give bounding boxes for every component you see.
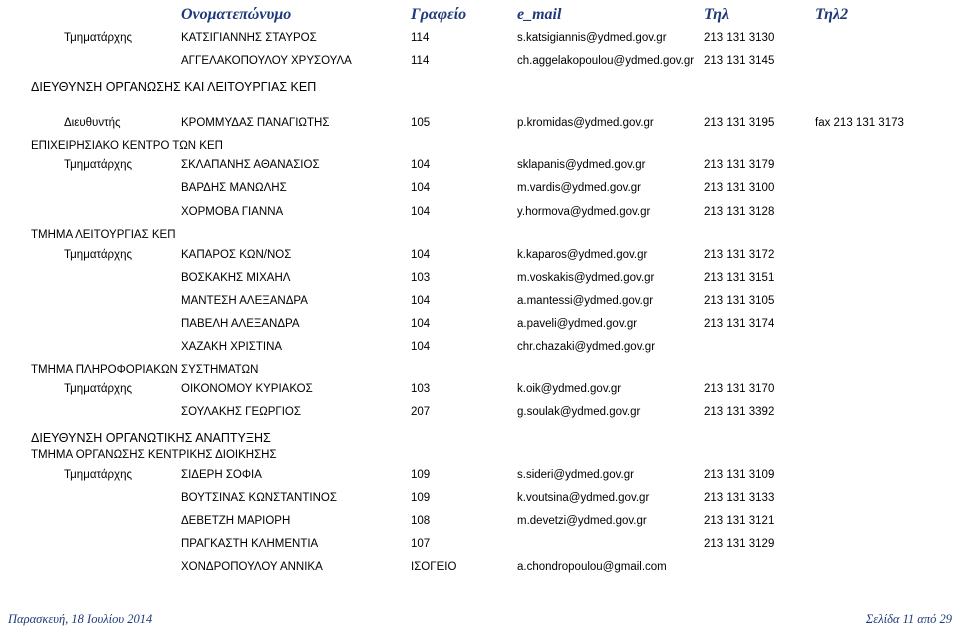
email-cell[interactable]: m.voskakis@ydmed.gov.gr	[517, 272, 655, 284]
office-cell: 104	[411, 249, 431, 261]
tel-cell: 213 131 3129	[704, 538, 775, 550]
tel-cell: 213 131 3130	[704, 32, 775, 44]
section-heading: ΤΜΗΜΑ ΟΡΓΑΝΩΣΗΣ ΚΕΝΤΡΙΚΗΣ ΔΙΟΙΚΗΣΗΣ	[31, 449, 277, 461]
table-row	[0, 117, 960, 137]
name-cell: ΧΟΝΔΡΟΠΟΥΛΟΥ ΑΝΝΙΚΑ	[181, 561, 323, 573]
office-cell: 105	[411, 117, 431, 129]
name-cell: ΠΑΒΕΛΗ ΑΛΕΞΑΝΔΡΑ	[181, 318, 300, 330]
name-cell: ΚΡΟΜΜΥΔΑΣ ΠΑΝΑΓΙΩΤΗΣ	[181, 117, 330, 129]
email-cell[interactable]: m.devetzi@ydmed.gov.gr	[517, 515, 647, 527]
table-row	[0, 182, 960, 202]
office-cell: 104	[411, 341, 431, 353]
office-cell: 103	[411, 272, 431, 284]
email-cell[interactable]: g.soulak@ydmed.gov.gr	[517, 406, 641, 418]
name-cell: ΧΟΡΜΟΒΑ ΓΙΑΝΝΑ	[181, 206, 284, 218]
column-header-office: Γραφείο	[411, 6, 467, 23]
office-cell: 107	[411, 538, 431, 550]
email-cell[interactable]: ch.aggelakopoulou@ydmed.gov.gr	[517, 55, 695, 67]
name-cell: ΚΑΠΑΡΟΣ ΚΩΝ/ΝΟΣ	[181, 249, 292, 261]
tel-cell: 213 131 3151	[704, 272, 775, 284]
email-cell[interactable]: sklapanis@ydmed.gov.gr	[517, 159, 646, 171]
name-cell: ΒΑΡΔΗΣ ΜΑΝΩΛΗΣ	[181, 182, 287, 194]
office-cell: 207	[411, 406, 431, 418]
footer-page-number: Σελίδα 11 από 29	[865, 612, 952, 626]
name-cell: ΒΟΥΤΣΙΝΑΣ ΚΩΝΣΤΑΝΤΙΝΟΣ	[181, 492, 337, 504]
role-cell: Διευθυντής	[64, 117, 121, 129]
role-cell: Τμηματάρχης	[64, 469, 133, 481]
office-cell: 108	[411, 515, 431, 527]
name-cell: ΚΑΤΣΙΓΙΑΝΝΗΣ ΣΤΑΥΡΟΣ	[181, 32, 317, 44]
table-row	[0, 492, 960, 512]
office-cell: 114	[411, 32, 430, 44]
email-cell[interactable]: m.vardis@ydmed.gov.gr	[517, 182, 641, 194]
tel-cell: 213 131 3172	[704, 249, 775, 261]
email-cell[interactable]: a.mantessi@ydmed.gov.gr	[517, 295, 654, 307]
email-cell[interactable]: s.katsigiannis@ydmed.gov.gr	[517, 32, 667, 44]
tel2-cell: fax 213 131 3173	[815, 117, 904, 129]
role-cell: Τμηματάρχης	[64, 159, 133, 171]
footer-date: Παρασκευή, 18 Ιουλίου 2014	[8, 612, 153, 626]
tel-cell: 213 131 3133	[704, 492, 775, 504]
email-cell[interactable]: k.kaparos@ydmed.gov.gr	[517, 249, 648, 261]
table-row	[0, 538, 960, 558]
section-heading: ΤΜΗΜΑ ΠΛΗΡΟΦΟΡΙΑΚΩΝ ΣΥΣΤΗΜΑΤΩΝ	[31, 364, 259, 376]
name-cell: ΔΕΒΕΤΖΗ ΜΑΡΙΟΡΗ	[181, 515, 291, 527]
tel-cell: 213 131 3109	[704, 469, 775, 481]
table-row	[0, 469, 960, 489]
name-cell: ΟΙΚΟΝΟΜΟΥ ΚΥΡΙΑΚΟΣ	[181, 383, 313, 395]
office-cell: 103	[411, 383, 431, 395]
table-row	[0, 55, 960, 75]
table-row	[0, 561, 960, 581]
tel-cell: 213 131 3105	[704, 295, 775, 307]
office-cell: ΙΣΟΓΕΙΟ	[411, 561, 457, 573]
section-heading: ΕΠΙΧΕΙΡΗΣΙΑΚΟ ΚΕΝΤΡΟ ΤΩΝ ΚΕΠ	[31, 140, 223, 152]
email-cell[interactable]: y.hormova@ydmed.gov.gr	[517, 206, 651, 218]
name-cell: ΧΑΖΑΚΗ ΧΡΙΣΤΙΝΑ	[181, 341, 283, 353]
email-cell[interactable]: p.kromidas@ydmed.gov.gr	[517, 117, 654, 129]
table-row	[0, 272, 960, 292]
table-row	[0, 249, 960, 269]
name-cell: ΜΑΝΤΕΣΗ ΑΛΕΞΑΝΔΡΑ	[181, 295, 308, 307]
office-cell: 114	[411, 55, 430, 67]
table-row	[0, 295, 960, 315]
email-cell[interactable]: a.paveli@ydmed.gov.gr	[517, 318, 638, 330]
table-row	[0, 32, 960, 52]
role-cell: Τμηματάρχης	[64, 383, 133, 395]
tel-cell: 213 131 3392	[704, 406, 775, 418]
tel-cell: 213 131 3128	[704, 206, 775, 218]
section-heading: ΔΙΕΥΘΥΝΣΗ ΟΡΓΑΝΩΣΗΣ ΚΑΙ ΛΕΙΤΟΥΡΓΙΑΣ ΚΕΠ	[31, 80, 317, 94]
column-header-name: Ονοματεπώνυμο	[181, 6, 292, 23]
name-cell: ΣΚΛΑΠΑΝΗΣ ΑΘΑΝΑΣΙΟΣ	[181, 159, 320, 171]
tel-cell: 213 131 3100	[704, 182, 775, 194]
role-cell: Τμηματάρχης	[64, 249, 133, 261]
section-heading: ΤΜΗΜΑ ΛΕΙΤΟΥΡΓΙΑΣ ΚΕΠ	[31, 229, 176, 241]
role-cell: Τμηματάρχης	[64, 32, 133, 44]
table-row	[0, 515, 960, 535]
email-cell[interactable]: k.oik@ydmed.gov.gr	[517, 383, 622, 395]
office-cell: 109	[411, 469, 431, 481]
section-heading: ΔΙΕΥΘΥΝΣΗ ΟΡΓΑΝΩΤΙΚΗΣ ΑΝΑΠΤΥΞΗΣ	[31, 431, 271, 445]
table-row	[0, 341, 960, 361]
tel-cell: 213 131 3195	[704, 117, 775, 129]
email-cell[interactable]: k.voutsina@ydmed.gov.gr	[517, 492, 650, 504]
email-cell[interactable]: chr.chazaki@ydmed.gov.gr	[517, 341, 656, 353]
office-cell: 104	[411, 295, 431, 307]
table-row	[0, 206, 960, 226]
office-cell: 104	[411, 206, 431, 218]
name-cell: ΑΓΓΕΛΑΚΟΠΟΥΛΟΥ ΧΡΥΣΟΥΛΑ	[181, 55, 352, 67]
office-cell: 104	[411, 318, 431, 330]
office-cell: 104	[411, 159, 431, 171]
column-header-email: e_mail	[517, 6, 562, 23]
name-cell: ΒΟΣΚΑΚΗΣ ΜΙΧΑΗΛ	[181, 272, 291, 284]
tel-cell: 213 131 3121	[704, 515, 775, 527]
name-cell: ΣΙΔΕΡΗ ΣΟΦΙΑ	[181, 469, 262, 481]
name-cell: ΠΡΑΓΚΑΣΤΗ ΚΛΗΜΕΝΤΙΑ	[181, 538, 319, 550]
column-header-tel: Τηλ	[704, 6, 730, 23]
email-cell[interactable]: a.chondropoulou@gmail.com	[517, 561, 667, 573]
table-row	[0, 406, 960, 426]
office-cell: 104	[411, 182, 431, 194]
tel-cell: 213 131 3174	[704, 318, 775, 330]
table-row	[0, 318, 960, 338]
column-header-tel2: Τηλ2	[815, 6, 849, 23]
name-cell: ΣΟΥΛΑΚΗΣ ΓΕΩΡΓΙΟΣ	[181, 406, 301, 418]
tel-cell: 213 131 3145	[704, 55, 775, 67]
table-row	[0, 159, 960, 179]
tel-cell: 213 131 3170	[704, 383, 775, 395]
office-cell: 109	[411, 492, 431, 504]
table-row	[0, 383, 960, 403]
email-cell[interactable]: s.sideri@ydmed.gov.gr	[517, 469, 634, 481]
tel-cell: 213 131 3179	[704, 159, 775, 171]
